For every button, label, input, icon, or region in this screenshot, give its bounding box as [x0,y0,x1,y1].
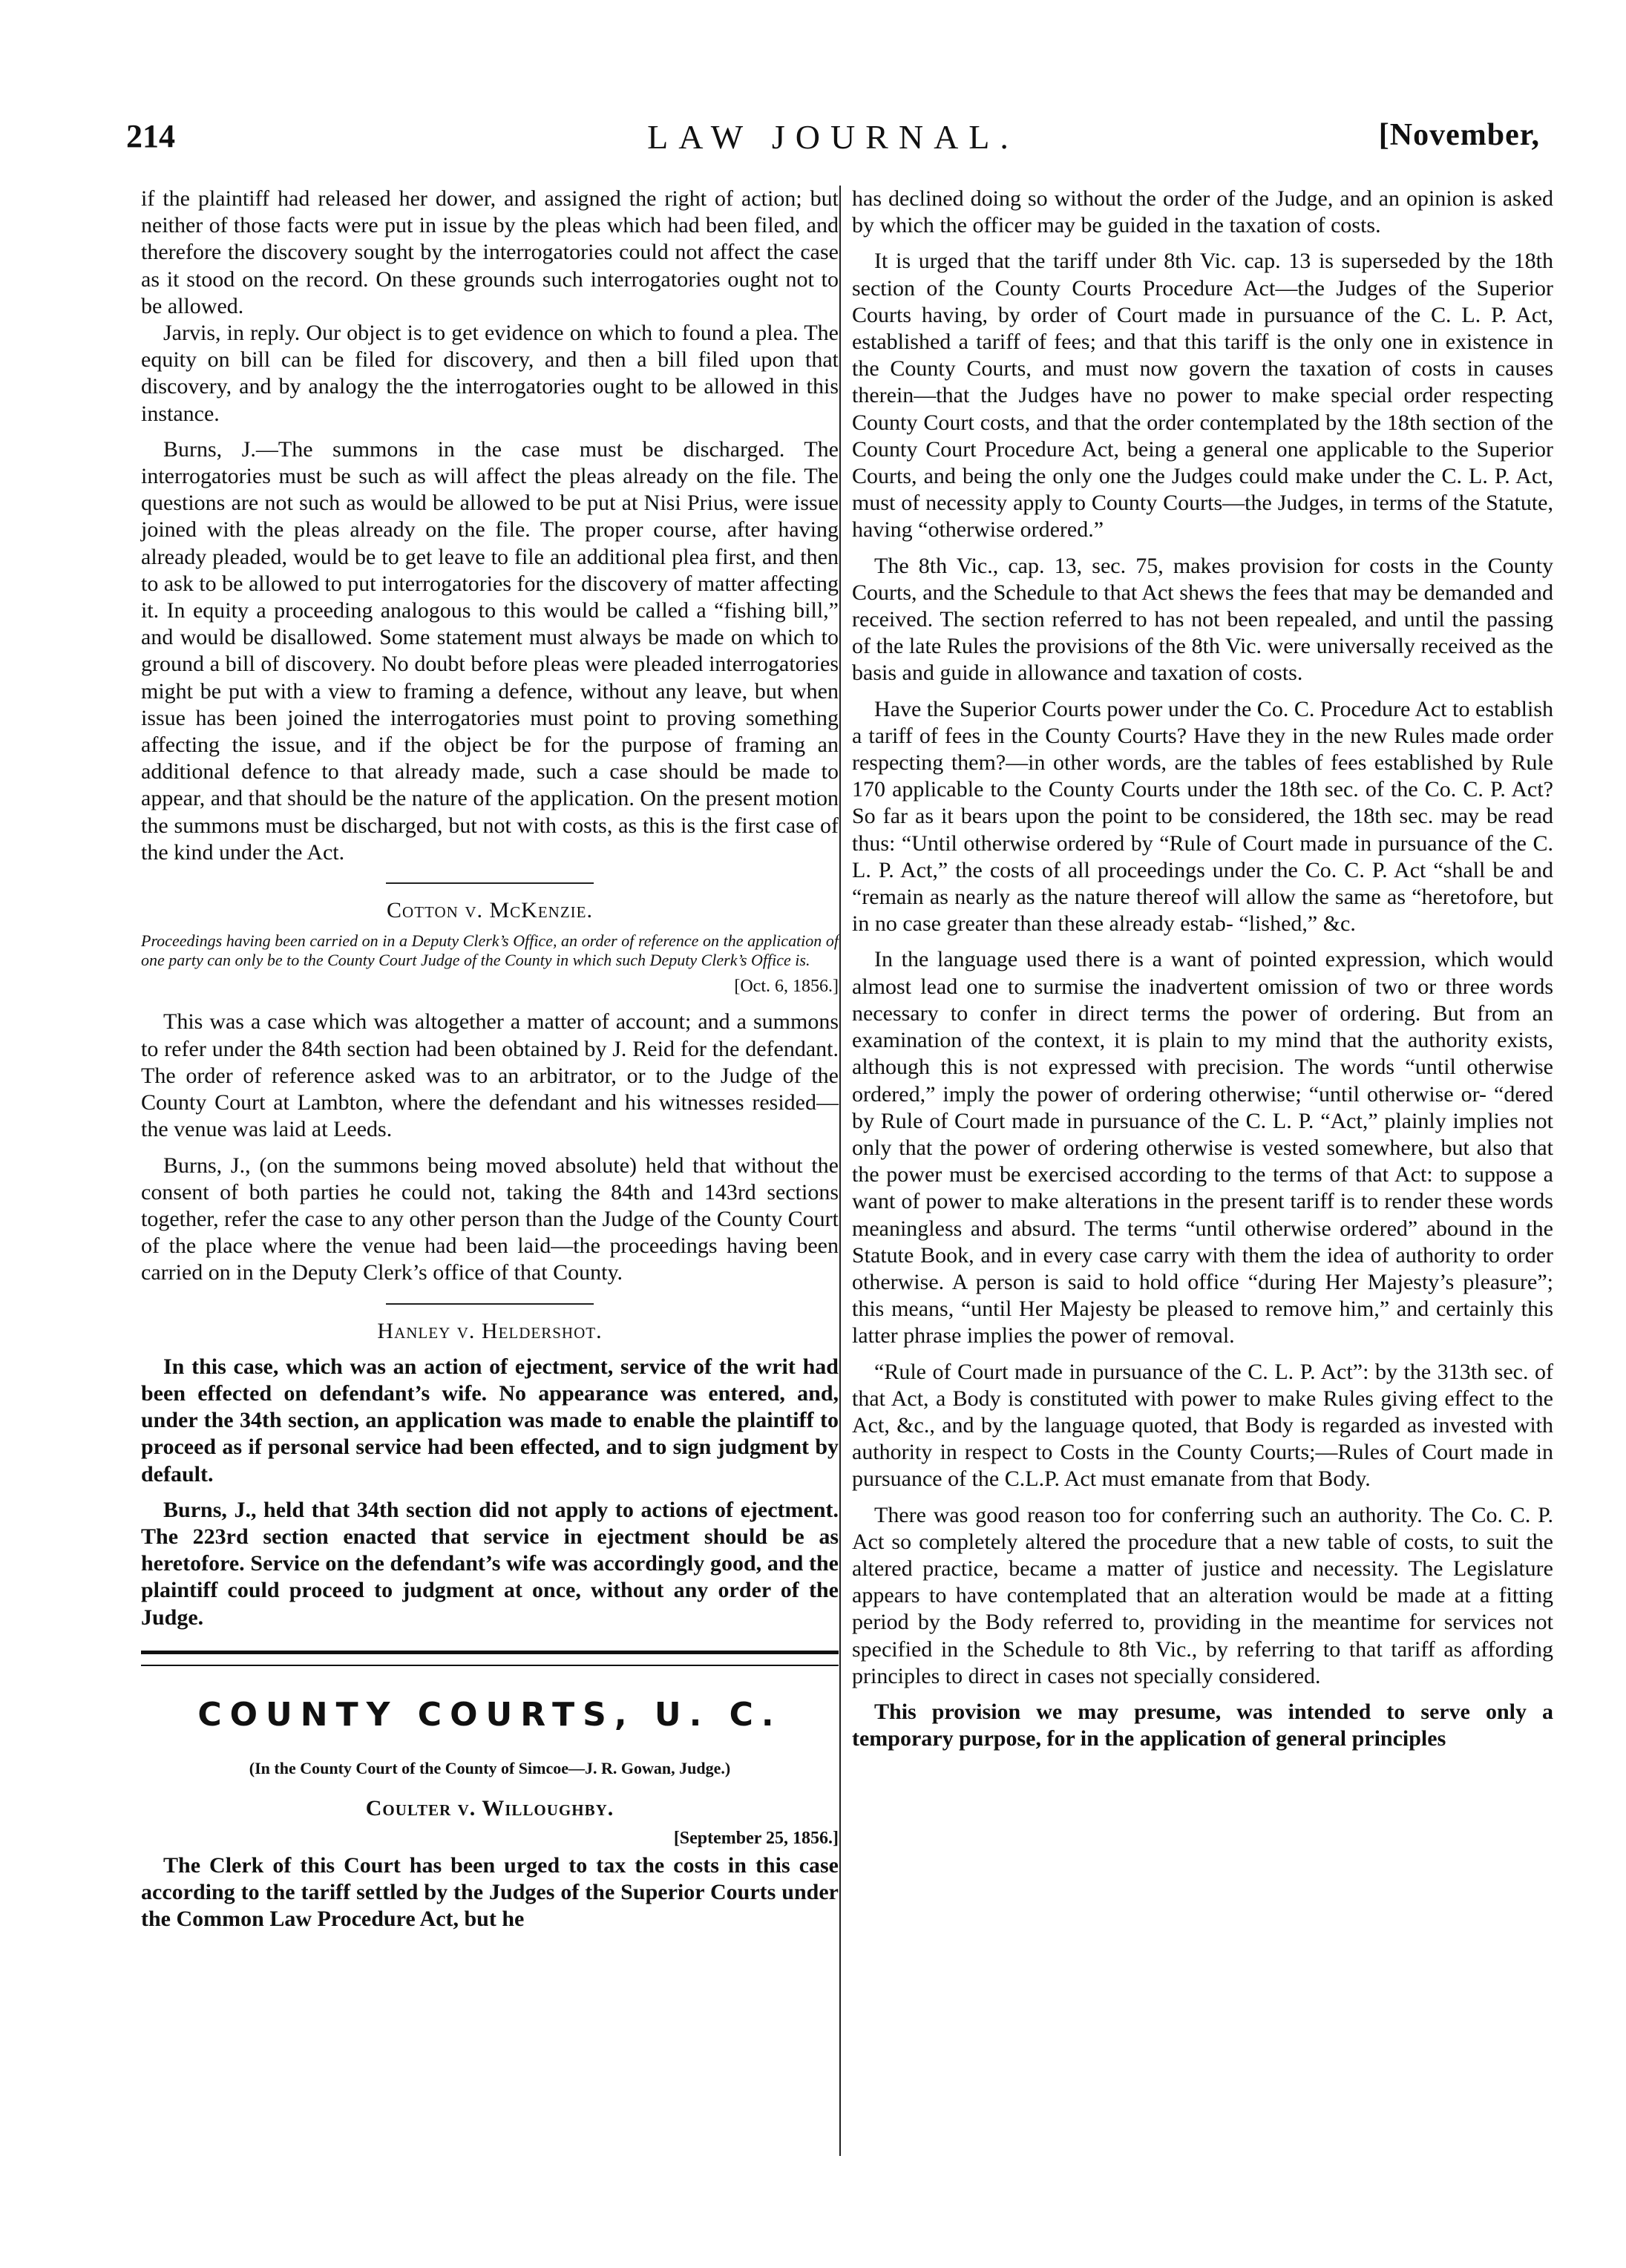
paragraph: has declined doing so without the order of the Judge, and an opinion is asked by which the officer may be guided in the taxation of costs. [852,186,1553,238]
section-divider [141,1651,839,1666]
column-divider [839,186,841,2156]
paragraph: This provision we may presume, was intended to serve only a temporary purpose, for in the application of general principles [852,1699,1553,1751]
case-title: Coulter v. Willoughby. [365,1796,614,1821]
case-date: [Oct. 6, 1856.] [734,977,839,997]
paragraph: Burns, J., (on the summons being moved absolute) held that without the consent of both parties he could not, taking the 84th and 143rd sections together, refer the case to any other person than the Judge of the County Court of the place where the venue had been laid—the proceedings having been carried on in the Deputy Clerk’s office of that County. [141,1153,839,1285]
case-title: Hanley v. Heldershot. [377,1318,603,1343]
paragraph: There was good reason too for conferring such an authority. The Co. C. P. Act so completely altered the procedure that a new table of costs, to suit the altered practice, became a matter of justice and necessity. The Legislature appears to have contemplated that an alteration would be made at a fitting period by the Body referred to, providing in the meantime for services not specified in the Schedule to 8th Vic., by referring to that tariff as affording principles to direct in cases not specially considered. [852,1502,1553,1688]
divider [386,882,594,884]
page-number: 214 [126,118,175,154]
paragraph: if the plaintiff had released her dower, and assigned the right of action; but neither of those facts were put in issue by the pleas which had been filed, and therefore the discovery sought by the interrogatories could not affect the case as it stood on the record. On these grounds such interrogatories ought not to be allowed. [141,186,839,318]
right-column [852,186,1553,1752]
issue-month: [November, [1378,118,1540,152]
paragraph: In this case, which was an action of ejectment, service of the writ had been effected on defendant’s wife. No appearance was entered, and, under the 34th section, an application was made to enable the plaintiff to proceed as if personal service had been effected, and to sign judgment by default. [141,1354,839,1487]
case-headnote: Proceedings having been carried on in a Deputy Clerk’s Office, an order of reference on the application of one party can only be to the County Court Judge of the County in which such Deputy Clerk’s Office is. [141,931,839,970]
paragraph: This was a case which was altogether a matter of account; and a summons to refer under the 84th section had been obtained by J. Reid for the defendant. The order of reference asked was to an arbitrator, or to the Judge of the County Court at Lambton, where the defendant and his witnesses resided—the venue was laid at Leeds. [141,1009,839,1142]
paragraph: It is urged that the tariff under 8th Vic. cap. 13 is superseded by the 18th section of the County Courts Procedure Act—the Judges of the Superior Courts having, by order of Court made in pursuance of the C. L. P. Act, established a tariff of fees; and that this tariff is the only one in existence in the County Courts, and must now govern the taxation of costs in causes therein—that the Judges have no power to make special order respecting County Court costs, and that the order contemplated by the 18th section of the County Court Procedure Act, being a general one applicable to the Superior Courts, and being the only one the Judges could make under the C. L. P. Act, must of necessity apply to County Courts—the Judges, in terms of the Statute, having “otherwise ordered.” [852,249,1553,543]
case-date: [September 25, 1856.] [673,1829,839,1849]
journal-title: LAW JOURNAL. [647,118,1019,156]
paragraph: The Clerk of this Court has been urged to tax the costs in this case according to the tariff settled by the Judges of the Superior Courts under the Common Law Procedure Act, but he [141,1852,839,1931]
paragraph: Have the Superior Courts power under the Co. C. Procedure Act to establish a tariff of fees in the County Courts? Have they in the new Rules made order respecting them?—in other words, are the tables of fees established by Rule 170 applicable to the County Courts under the 18th sec. of the Co. C. P. Act? So far as it bears upon the point to be considered, the 18th sec. may be read thus: “Until otherwise ordered by “Rule of Court made in pursuance of the C. L. P. Act,” the costs of all proceedings under the Co. C. P. Act “shall be and “remain as nearly as the nature thereof will allow the same as “heretofore, but in no case greater than these already estab- “lished,” &c. [852,696,1553,937]
case-title: Cotton v. McKenzie. [387,898,593,923]
paragraph: “Rule of Court made in pursuance of the C. L. P. Act”: by the 313th sec. of that Act, a Body is constituted with power to make Rules giving effect to the Act, &c., and by the language quoted, that Body is regarded as invested with authority in respect to Costs in the County Courts;—Rules of Court made in pursuance of the C.L.P. Act must emanate from that Body. [852,1359,1553,1492]
court-note: (In the County Court of the County of Simcoe—J. R. Gowan, Judge.) [249,1758,731,1777]
paragraph: The 8th Vic., cap. 13, sec. 75, makes provision for costs in the County Courts, and the Schedule to that Act shews the fees that may be demanded and received. The section referred to has not been repealed, and until the passing of the late Rules the provisions of the 8th Vic. were universally received as the basis and guide in allowance and taxation of costs. [852,553,1553,686]
paragraph: Burns, J.—The summons in the case must be discharged. The interrogatories must be such as will affect the pleas already on the file. The questions are not such as would be allowed to be put at Nisi Prius, were issue joined with the pleas already on the file. The proper course, after having already pleaded, would be to get leave to file an additional plea first, and then to ask to be allowed to put interrogatories for the discovery of matter affecting it. In equity a proceeding analogous to this would be called a “fishing bill,” and would be disallowed. Some statement must always be made on which to ground a bill of discovery. No doubt before pleas were pleaded interrogatories might be put with a view to framing a defence, without any leave, but when issue has been joined the interrogatories must point to proving something affecting the issue, and if the object be for the purpose of framing an additional defence to that already made, such a case should be made to appear, and that should be the nature of the application. On the present motion the summons must be discharged, but not with costs, as this is the first case of the kind under the Act. [141,436,839,865]
paragraph: Jarvis, in reply. Our object is to get evidence on which to found a plea. The equity on bill can be filed for discovery, and then a bill filed upon that discovery, and by analogy the the interrogatories ought to be allowed in this instance. [141,321,839,426]
divider [386,1303,594,1305]
paragraph: In the language used there is a want of pointed expression, which would almost lead one to surmise the inadvertent omission of two or three words necessary to confer in direct terms the power of ordering. But from an examination of the context, it is plain to my mind that the authority exists, although this is not expressed with precision. The words “until otherwise ordered,” imply the power of ordering otherwise; “until otherwise or- “dered by Rule of Court made in pursuance of the C. L. P. “Act,” plainly implies not only that the power of ordering otherwise is vested somewhere, but also that the power must be exercised according to the terms of that Act: to suppose a want of power to make alterations in the present tariff is to render these words meaningless and absurd. The terms “until otherwise ordered” abound in the Statute Book, and in every case carry with them the idea of authority to order otherwise. A person is said to hold office “during Her Majesty’s pleasure”; this means, “until Her Majesty be pleased to remove him,” and certainly this latter phrase implies the power of removal. [852,947,1553,1348]
paragraph: Burns, J., held that 34th section did not apply to actions of ejectment. The 223rd section enacted that service in ejectment should be as heretofore. Service on the defendant’s wife was accordingly good, and the plaintiff could proceed to judgment at once, without any order of the Judge. [141,1497,839,1630]
section-title: COUNTY COURTS, U. C. [197,1695,782,1734]
page-header [126,117,1540,169]
left-column [141,186,839,1933]
